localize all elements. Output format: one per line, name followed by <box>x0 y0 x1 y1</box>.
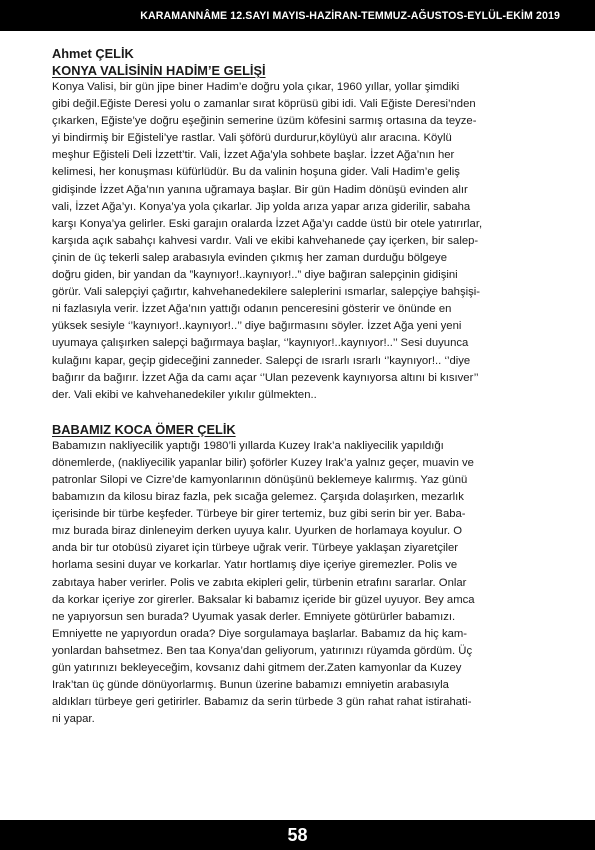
text-line: bağırır da bağırır. İzzet Ağa da camı açar ‘’Ulan pezevenk kaynıyorsa altını bi kısıver’’ <box>52 371 479 384</box>
text-line: ne yapıyorsun sen burada? Uyumak yasak derler. Emniyete götürürler babamızı. <box>52 610 456 623</box>
text-line: zabıtaya haber verirler. Polis ve zabıta ekipleri gelir, türbenin etrafını sararlar. Onlar <box>52 576 467 589</box>
footer-bar <box>0 820 595 850</box>
text-line: Konya Valisi, bir gün jipe biner Hadim’e doğru yola çıkar, 1960 yıllar, yollar şimdiki <box>52 81 460 93</box>
story-text-konya-valisi <box>52 79 549 404</box>
text-line: meşhur Eğisteli Deli İzzett’tir. Vali, İzzet Ağa’yla sohbete başlar. İzzet Ağa’nın her <box>52 149 455 162</box>
text-line: yi bindirmiş bir Eğisteli’ye rastlar. Vali şöförü durdurur,köylüyü alır aracına. Köylü <box>52 132 452 145</box>
text-line: patronlar Silopi ve Cizre’de kamyonlarının dönüşünü beklemeye kalırmış. Yaz günü <box>52 473 468 486</box>
text-line: aldıkları türbeye geri getirirler. Babamız da serin türbede 3 gün rahat rahat istirahati- <box>52 696 472 709</box>
story-text-babamiz <box>52 438 549 729</box>
text-line: yonlardan bahsetmez. Ben taa Konya’dan geliyorum, yatırınızı rüyamda gördüm. Üç <box>52 644 473 657</box>
text-line: yüksek sesiyle ‘’kaynıyor!..kaynıyor!..’’ diye bağırmasını söyler. İzzet Ağa yeni yeni <box>52 320 462 333</box>
text-line: karşı Konya’ya gelirler. Eski garajın oralarda İzzet Ağa’yı cadde üstü bir otele yatırırlar, <box>52 217 483 230</box>
text-line: horlama sesini duyar ve korkarlar. Yatır hortlamış diye içeriye giremezler. Polis ve <box>52 559 458 572</box>
text-line: gibi değil.Eğiste Deresi yolu o zamanlar sırat köprüsü gibi idi. Vali Eğiste Deresi’nden <box>52 98 476 111</box>
text-line: kelimesi, her konuşması küfürlüdür. Bu da valinin hoşuna gider. Vali Hadim’e geliş <box>52 166 460 179</box>
text-line: Babamızın nakliyecilik yaptığı 1980’li yıllarda Kuzey Irak’a nakliyecilik yapıldığı <box>52 439 444 452</box>
page-number: 58 <box>287 824 308 845</box>
story-title-babamiz: BABAMIZ KOCA ÖMER ÇELİK <box>52 421 236 437</box>
text-line: ni fazlasıyla verir. İzzet Ağa’nın yattığı odanın penceresini gösterir ve önünde en <box>52 303 452 316</box>
text-line: doğru giden, bir yandan da ”kaynıyor!..kaynıyor!..” diye bağıran salepçinin gidişini <box>52 269 458 282</box>
author-name: Ahmet ÇELİK <box>52 46 134 61</box>
header-bar <box>0 0 595 31</box>
text-line: içerisinde bir türbe keşfeder. Türbeye bir girer tertemiz, buz gibi serin bir yer. Baba- <box>52 508 466 521</box>
text-line: görür. Vali salepçiyi çağırtır, kahvehanedekilere saleplerini ısmarlar, salepçiye bahşişi- <box>52 286 481 299</box>
text-line: anda bir tur otobüsü ziyaret için türbeye uğrak verir. Türbeye yaklaşan ziyaretçiler <box>52 542 459 555</box>
article-body <box>52 46 549 728</box>
text-line: gidişinde İzzet Ağa’nın yanına uğramaya başlar. Bir gün Hadim dönüşü evinden alır <box>52 183 468 196</box>
text-line: uyumaya çalışırken salepçi bağırmaya başlar, ‘’kaynıyor!..kaynıyor!..’’ Sesi duyunca <box>52 337 469 350</box>
text-line: karşıda açık sabahçı kahvesi vardır. Vali ve ekibi kahvehanede çay içerken, bir salep- <box>52 234 479 247</box>
text-line: çıkarken, Eğiste’ye doğru eşeğinin semerine üzüm köfesini sarmış ortasına da teyze- <box>52 115 477 128</box>
text-line: Emniyette ne yapıyordun orada? Diye sorgulamaya başlarlar. Babamız da hiç kam- <box>52 627 468 640</box>
text-line: vali, İzzet Ağa’yı. Konya’ya yola çıkarlar. Jip yolda arıza yapar arıza giderilir, sabaha <box>52 200 471 213</box>
text-line: dönemlerde, (nakliyecilik yapanlar bilir) şoförler Kuzey Irak’a yalnız geçer, muavin ve <box>52 456 474 469</box>
text-line: kulağını kapar, geçip gideceğini zanneder. Salepçi de ısrarlı ısrarlı ‘’kaynıyor!.. ‘’diye <box>52 354 471 367</box>
text-line: babamızın da kilosu biraz fazla, pek sıcağa gelemez. Çarşıda dolaşırken, mezarlık <box>52 491 464 504</box>
text-line: çinin de üç tekerli salep arabasıyla evinden çıkmış her zaman durduğu bölgeye <box>52 251 447 264</box>
text-line: der. Vali ekibi ve kahvehanedekiler yıkılır gülmekten.. <box>52 388 317 401</box>
story-title-konya-valisi: KONYA VALİSİNİN HADİM’E GELİŞİ <box>52 63 266 78</box>
text-line: mız burada biraz dinleneyim derken uyuya kalır. Uyurken de horlamaya koyulur. O <box>52 525 463 538</box>
text-line: da korkar içeriye zor girerler. Baksalar ki babamız içeride bir güzel uyuyor. Bey amca <box>52 593 475 606</box>
text-line: gün yatırınızı bekleyeceğim, kovsanız dahi gitmem der.Zaten kamyonlar da Kuzey <box>52 662 462 674</box>
text-line: Irak’tan üç günde dönüyorlarmış. Bunun üzerine babamızı emniyetin arabasıyla <box>52 679 449 692</box>
text-line: ni yapar. <box>52 713 95 726</box>
publication-title: KARAMANNÂME 12.SAYI MAYIS-HAZİRAN-TEMMUZ-AĞUSTOS-EYLÜL-EKİM 2019 <box>140 9 560 22</box>
